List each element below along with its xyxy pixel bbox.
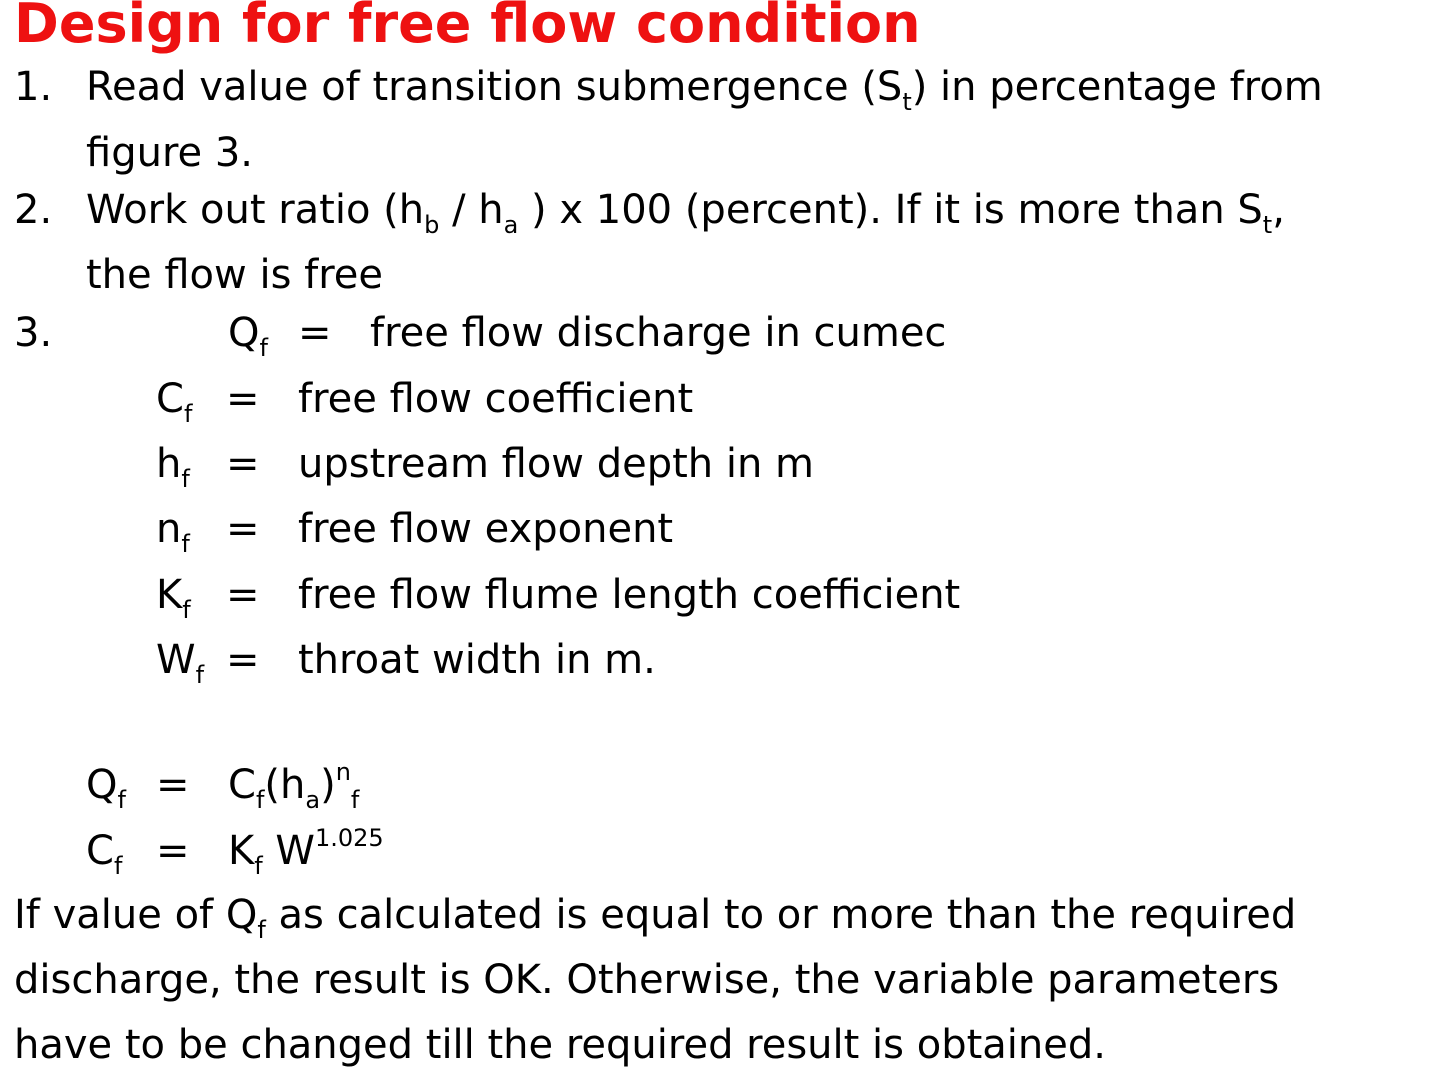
- conclusion-line-2: discharge, the result is OK. Otherwise, the variable parameters: [14, 957, 1280, 1003]
- definition-equals: =: [226, 637, 260, 683]
- definition-equals: =: [298, 310, 332, 356]
- definition-symbol: $K_f$: [156, 572, 191, 624]
- definition-text: free flow coefficient: [298, 376, 694, 422]
- definition-equals: =: [226, 506, 260, 552]
- definition-symbol: $W_f$: [156, 637, 205, 689]
- formula-c-equals: =: [156, 828, 190, 874]
- formula-c-expression: $K_f$ $W^{1.025}$: [228, 824, 384, 880]
- step-2-line-1: Work out ratio ($h_b / h_a$ ) x 100 (percent). If it is more than $S_t$,: [86, 187, 1285, 239]
- formula-q-symbol: $Q_f$: [86, 762, 126, 814]
- definition-equals: =: [226, 441, 260, 487]
- conclusion-line-1: If value of $Q_f$ as calculated is equal to or more than the required: [14, 892, 1297, 944]
- step-1-line-1: Read value of transition submergence $(S_t)$ in percentage from: [86, 64, 1323, 116]
- definition-text: free flow exponent: [298, 506, 674, 552]
- conclusion-line-3: have to be changed till the required result is obtained.: [14, 1022, 1106, 1068]
- definition-symbol: $n_f$: [156, 506, 190, 558]
- slide-title: Design for free flow condition: [14, 0, 921, 55]
- step-1-number: 1.: [14, 64, 53, 110]
- definition-symbol: $C_f$: [156, 376, 193, 428]
- step-2-number: 2.: [14, 187, 53, 233]
- definition-equals: =: [226, 376, 260, 422]
- step-2-line-2: the flow is free: [86, 252, 383, 298]
- formula-q-expression: $C_f(h_a)^n_f$: [228, 758, 360, 814]
- definition-symbol: $h_f$: [156, 441, 190, 493]
- definition-text: upstream flow depth in m: [298, 441, 815, 487]
- definition-text: free flow flume length coefficient: [298, 572, 961, 618]
- formula-q-equals: =: [156, 762, 190, 808]
- step-1-line-2: figure 3.: [86, 130, 253, 176]
- definition-equals: =: [226, 572, 260, 618]
- formula-c-symbol: $C_f$: [86, 828, 123, 880]
- step-3-number: 3.: [14, 310, 53, 356]
- definition-symbol: $Q_f$: [228, 310, 268, 362]
- definition-text: free flow discharge in cumec: [370, 310, 947, 356]
- definition-text: throat width in m.: [298, 637, 656, 683]
